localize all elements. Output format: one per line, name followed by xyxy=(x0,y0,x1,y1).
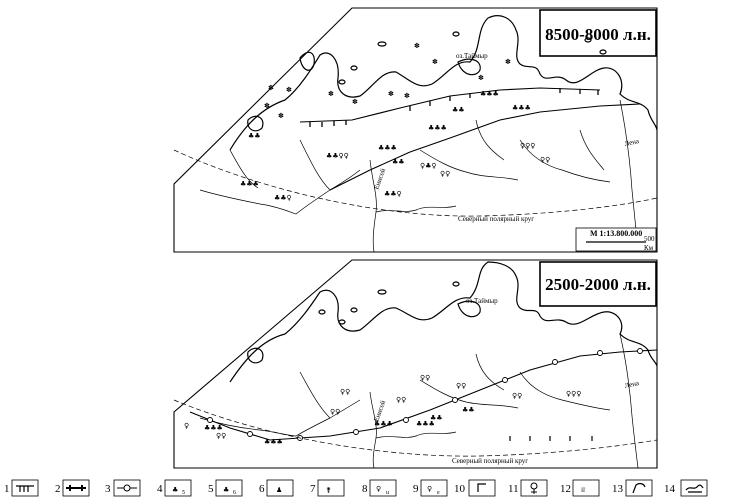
svg-text:♀♀♀: ♀♀♀ xyxy=(566,390,582,398)
legend-number: 8 xyxy=(362,483,368,495)
svg-text:♀♀: ♀♀ xyxy=(512,392,523,400)
legend-number: 9 xyxy=(413,483,419,495)
legend xyxy=(4,480,707,496)
legend-sub: 5 xyxy=(182,490,185,496)
svg-text:♕: ♕ xyxy=(580,486,587,494)
svg-text:✽: ✽ xyxy=(414,42,420,50)
svg-text:✽: ✽ xyxy=(286,86,292,94)
svg-text:♀♣♀: ♀♣♀ xyxy=(420,162,437,170)
yenisei-label: Енисей xyxy=(372,399,388,423)
map-top xyxy=(174,8,657,252)
svg-text:♣♣♣: ♣♣♣ xyxy=(378,144,397,152)
legend-number: 4 xyxy=(157,483,163,495)
lake-label: оз.Таймыр xyxy=(456,52,488,60)
shrub-icon xyxy=(469,480,495,496)
rivers xyxy=(200,334,638,468)
svg-text:♀♀♀: ♀♀♀ xyxy=(520,142,536,150)
arctic-circle-label: Северный полярный круг xyxy=(458,215,535,223)
birch-icon xyxy=(421,480,447,496)
scale-unit: Км xyxy=(644,244,654,252)
svg-text:♀: ♀ xyxy=(376,485,382,493)
svg-text:♀: ♀ xyxy=(184,422,190,430)
svg-text:♣♣: ♣♣ xyxy=(452,106,465,114)
lake-label: оз.Таймыр xyxy=(466,297,498,305)
svg-text:♣♣♣: ♣♣♣ xyxy=(204,424,223,432)
svg-text:✽: ✽ xyxy=(478,74,484,82)
svg-text:♣♣♣: ♣♣♣ xyxy=(428,124,447,132)
yenisei-label: Енисей xyxy=(372,167,388,191)
svg-text:♣♣: ♣♣ xyxy=(462,406,475,414)
svg-text:♀♀: ♀♀ xyxy=(420,374,431,382)
treeline-hatched-icon xyxy=(12,480,38,496)
svg-text:♀♀: ♀♀ xyxy=(340,388,351,396)
svg-text:✽: ✽ xyxy=(268,84,274,92)
birch-icon xyxy=(370,480,396,496)
legend-sub: u xyxy=(386,490,389,496)
map-bottom xyxy=(174,260,657,468)
svg-text:✽: ✽ xyxy=(264,102,270,110)
svg-text:⚵: ⚵ xyxy=(326,486,332,494)
legend-number: 5 xyxy=(208,483,214,495)
svg-text:♣♣♀: ♣♣♀ xyxy=(274,194,292,202)
scale-value: 500 xyxy=(644,235,655,243)
river-yenisei xyxy=(370,160,376,252)
svg-text:♀: ♀ xyxy=(427,485,433,493)
legend-sub: 6 xyxy=(233,490,236,496)
svg-text:♣♣♣: ♣♣♣ xyxy=(512,104,531,112)
legend-number: 2 xyxy=(55,483,61,495)
svg-text:♣♣: ♣♣ xyxy=(430,414,443,422)
legend-number: 13 xyxy=(612,483,623,495)
lena-label: Лена xyxy=(623,137,640,148)
islands xyxy=(319,282,459,324)
svg-text:♀♀: ♀♀ xyxy=(456,382,467,390)
svg-text:♀♀: ♀♀ xyxy=(396,396,407,404)
svg-text:♀♀: ♀♀ xyxy=(440,170,451,178)
legend-sub: e xyxy=(437,490,440,496)
period-label: 2500-2000 л.н. xyxy=(545,275,651,294)
legend-number: 11 xyxy=(508,483,519,495)
legend-number: 3 xyxy=(105,483,111,495)
svg-text:♣♣♀♀: ♣♣♀♀ xyxy=(326,152,349,160)
svg-text:♣♣♣: ♣♣♣ xyxy=(240,180,259,188)
rivers xyxy=(200,100,638,252)
svg-text:♀♀: ♀♀ xyxy=(330,408,341,416)
legend-number: 7 xyxy=(310,483,316,495)
svg-text:♣♣♣: ♣♣♣ xyxy=(374,420,393,428)
legend-number: 14 xyxy=(664,483,675,495)
svg-text:♣♣: ♣♣ xyxy=(392,158,405,166)
river-lena xyxy=(620,100,638,250)
svg-text:✽: ✽ xyxy=(278,112,284,120)
svg-text:♀♀: ♀♀ xyxy=(540,156,551,164)
legend-number: 6 xyxy=(259,483,265,495)
svg-text:♣: ♣ xyxy=(172,486,179,494)
arctic-circle-label: Северный полярный круг xyxy=(452,457,529,465)
lena-label: Лена xyxy=(623,379,640,390)
svg-text:♣♣♣: ♣♣♣ xyxy=(480,90,499,98)
svg-text:♣♣: ♣♣ xyxy=(248,132,261,140)
treeline-ticks xyxy=(510,436,592,441)
scale-label: М 1:13.800.000 xyxy=(590,229,643,238)
svg-text:✽: ✽ xyxy=(328,90,334,98)
svg-text:♀♀: ♀♀ xyxy=(216,432,227,440)
svg-text:✽: ✽ xyxy=(352,98,358,106)
svg-text:✽: ✽ xyxy=(432,58,438,66)
treeline-boundary xyxy=(300,88,600,122)
dwarf-birch-icon xyxy=(626,480,652,496)
svg-text:♟: ♟ xyxy=(276,486,283,494)
svg-text:✽: ✽ xyxy=(404,92,410,100)
legend-number: 12 xyxy=(560,483,571,495)
river-lena xyxy=(620,334,638,468)
svg-text:♣♣♀: ♣♣♀ xyxy=(384,190,402,198)
legend-number: 10 xyxy=(454,483,465,495)
legend-number: 1 xyxy=(4,483,10,495)
svg-text:✽: ✽ xyxy=(505,58,511,66)
svg-text:♣: ♣ xyxy=(223,486,230,494)
svg-text:♣♣♣: ♣♣♣ xyxy=(416,420,435,428)
svg-text:✽: ✽ xyxy=(388,90,394,98)
period-label: 8500-8000 л.н. xyxy=(545,25,651,44)
svg-text:♣♣♣: ♣♣♣ xyxy=(264,438,283,446)
